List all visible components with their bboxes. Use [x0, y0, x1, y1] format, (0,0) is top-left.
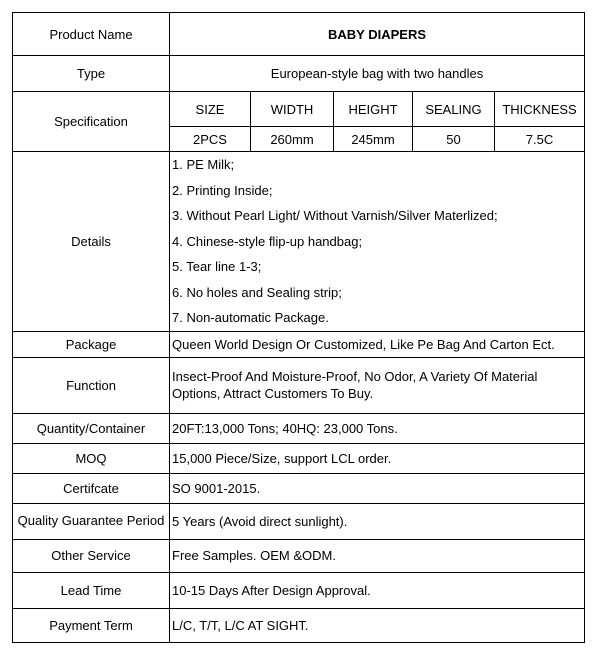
product-name-value: BABY DIAPERS — [170, 13, 585, 56]
quantity-value: 20FT:13,000 Tons; 40HQ: 23,000 Tons. — [170, 413, 585, 443]
spec-value-size: 2PCS — [170, 127, 251, 152]
row-package — [13, 331, 585, 357]
row-certificate — [13, 473, 585, 503]
lead-time-label: Lead Time — [13, 572, 170, 608]
details-list — [170, 152, 585, 332]
row-function — [13, 357, 585, 413]
certificate-value: SO 9001-2015. — [170, 473, 585, 503]
function-label: Function — [13, 357, 170, 413]
payment-term-value: L/C, T/T, L/C AT SIGHT. — [170, 608, 585, 642]
row-product-name — [13, 13, 585, 56]
row-payment-term — [13, 608, 585, 642]
row-other-service — [13, 539, 585, 572]
type-value: European-style bag with two handles — [170, 56, 585, 92]
row-quality — [13, 503, 585, 539]
other-service-label: Other Service — [13, 539, 170, 572]
package-label: Package — [13, 331, 170, 357]
spec-header-height: HEIGHT — [334, 92, 413, 127]
row-quantity — [13, 413, 585, 443]
detail-item: 5. Tear line 1-3; — [172, 259, 262, 274]
row-moq — [13, 443, 585, 473]
moq-label: MOQ — [13, 443, 170, 473]
certificate-label: Certifcate — [13, 473, 170, 503]
row-lead-time — [13, 572, 585, 608]
detail-item: 4. Chinese-style flip-up handbag; — [172, 233, 363, 249]
quality-value: 5 Years (Avoid direct sunlight). — [170, 503, 585, 539]
quality-label: Quality Guarantee Period — [13, 503, 170, 539]
row-specification-headers — [13, 92, 585, 127]
other-service-value: Free Samples. OEM &ODM. — [170, 539, 585, 572]
detail-item: 2. Printing Inside; — [172, 182, 273, 198]
row-details — [13, 152, 585, 332]
specification-label: Specification — [13, 92, 170, 152]
function-value: Insect-Proof And Moisture-Proof, No Odor, A Variety Of Material Options, Attract Customers To Buy. — [170, 357, 585, 413]
detail-item: 7. Non-automatic Package. — [172, 310, 329, 325]
payment-term-label: Payment Term — [13, 608, 170, 642]
product-spec-table — [12, 12, 585, 643]
package-value: Queen World Design Or Customized, Like Pe Bag And Carton Ect. — [170, 331, 585, 357]
moq-value: 15,000 Piece/Size, support LCL order. — [170, 443, 585, 473]
detail-item: 3. Without Pearl Light/ Without Varnish/Silver Materlized; — [172, 208, 498, 223]
lead-time-value: 10-15 Days After Design Approval. — [170, 572, 585, 608]
spec-header-thickness: THICKNESS — [495, 92, 585, 127]
product-name-label: Product Name — [13, 13, 170, 56]
detail-item: 6. No holes and Sealing strip; — [172, 284, 342, 300]
type-label: Type — [13, 56, 170, 92]
spec-value-thickness: 7.5C — [495, 127, 585, 152]
spec-value-width: 260mm — [251, 127, 334, 152]
detail-item: 1. PE Milk; — [172, 157, 235, 172]
spec-header-width: WIDTH — [251, 92, 334, 127]
spec-header-sealing: SEALING — [413, 92, 495, 127]
spec-value-sealing: 50 — [413, 127, 495, 152]
spec-header-size: SIZE — [170, 92, 251, 127]
quantity-label: Quantity/Container — [13, 413, 170, 443]
row-type — [13, 56, 585, 92]
spec-value-height: 245mm — [334, 127, 413, 152]
details-label: Details — [13, 152, 170, 332]
